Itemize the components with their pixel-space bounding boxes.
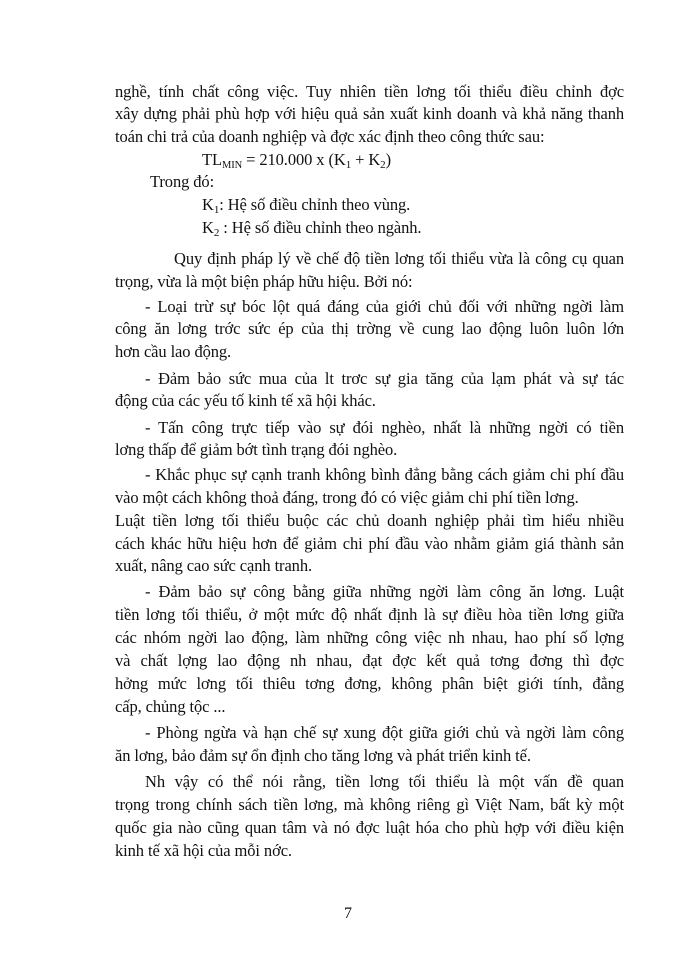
bullet-line: và chất lợng lao động nh nhau, đạt đợc kết quả tơng đơng thì đợc [115, 651, 624, 670]
formula-k2-subscript: 2 [380, 159, 386, 171]
definition-k2 [202, 218, 421, 238]
bullet-line: động của các yếu tố kinh tế xã hội khác. [115, 391, 376, 410]
k1-text: : Hệ số điều chỉnh theo vùng. [219, 195, 411, 214]
paragraph-line: trọng, vừa là một biện pháp hữu hiệu. Bởi nó: [115, 272, 413, 291]
bullet-line: hởng mức lơng tối thiêu tơng đơng, không phân biệt giới tính, đẳng [115, 674, 624, 693]
formula-lhs: TL [202, 150, 222, 169]
bullet-line: xuất, nâng cao sức cạnh tranh. [115, 556, 312, 575]
paragraph-line: Quy định pháp lý về chế độ tiền lơng tối thiểu vừa là công cụ quan [174, 249, 624, 268]
formula-plus: + K [351, 150, 381, 169]
bullet-line: lơng thấp để giảm bớt tình trạng đói nghèo. [115, 440, 398, 459]
bullet-line: vào một cách không thoả đáng, trong đó có việc giảm chi phí tiền lơng. [115, 488, 579, 507]
formula-k1-subscript: 1 [345, 159, 352, 171]
k2-subscript: 2 [213, 227, 220, 239]
bullet-line: cách khác hữu hiệu hơn để giảm chi phí đầu vào nhằm giảm giá thành sản [115, 534, 624, 553]
bullet-line: - Loại trừ sự bóc lột quá đáng của giới chủ đối với những ngời làm [145, 297, 624, 316]
formula [202, 150, 391, 170]
bullet-line: - Khắc phục sự cạnh tranh không bình đẳng bằng cách giảm chi phí đầu [145, 465, 624, 484]
bullet-line: Luật tiền lơng tối thiểu buộc các chủ doanh nghiệp phải tìm hiểu nhiều [115, 511, 624, 530]
paragraph-line: xây dựng phải phù hợp với hiệu quả sản xuất kinh doanh và khả năng thanh [115, 104, 624, 123]
k1-symbol: K [202, 195, 214, 214]
formula-rhs-prefix: = 210.000 x (K [242, 150, 346, 169]
formula-close: ) [385, 150, 391, 169]
paragraph-line: kinh tế xã hội của mỗi nớc. [115, 841, 292, 860]
bullet-line: - Tấn công trực tiếp vào sự đói nghèo, nhất là những ngời có tiền [145, 418, 624, 437]
bullet-line: - Đảm bảo sức mua của lt trơc sự gia tăng của lạm phát và sự tác [145, 369, 624, 388]
bullet-line: ăn lơng, bảo đảm sự ổn định cho tăng lơng và phát triển kinh tế. [115, 746, 531, 765]
bullet-line: công ăn lơng trớc sức ép của thị trờng về cung lao động luôn luôn lớn [115, 319, 624, 338]
paragraph-line: trọng trong chính sách tiền lơng, mà không riêng gì Việt Nam, bất kỳ một [115, 795, 624, 814]
formula-lhs-subscript: MIN [221, 160, 243, 171]
bullet-line: hơn cầu lao động. [115, 342, 232, 361]
bullet-line: - Phòng ngừa và hạn chế sự xung đột giữa giới chủ và ngời làm công [145, 723, 624, 742]
bullet-line: cấp, chủng tộc ... [115, 697, 226, 716]
k1-subscript: 1 [213, 204, 220, 216]
bullet-line: các nhóm ngời lao động, làm những công việc nh nhau, hao phí số lợng [115, 628, 624, 647]
paragraph-line: nghề, tính chất công việc. Tuy nhiên tiền lơng tối thiểu điều chỉnh đợc [115, 82, 624, 101]
definition-heading: Trong đó: [150, 172, 215, 191]
bullet-line: - Đảm bảo sự công bằng giữa những ngời làm công ăn lơng. Luật [145, 582, 624, 601]
k2-symbol: K [202, 218, 214, 237]
definition-k1 [202, 195, 410, 215]
paragraph-line: quốc gia nào cũng quan tâm và nó đợc luật hóa cho phù hợp với điều kiện [115, 818, 624, 837]
paragraph-line: Nh vậy có thể nói rằng, tiền lơng tối thiểu là một vấn đề quan [145, 772, 624, 791]
page-number: 7 [344, 905, 352, 922]
k2-text: : Hệ số điều chỉnh theo ngành. [219, 218, 422, 237]
bullet-line: tiền lơng tối thiểu, ở một mức độ nhất định là sự điều hòa tiền lơng giữa [115, 605, 624, 624]
paragraph-line: toán chi trả của doanh nghiệp và đợc xác định theo công thức sau: [115, 127, 545, 146]
